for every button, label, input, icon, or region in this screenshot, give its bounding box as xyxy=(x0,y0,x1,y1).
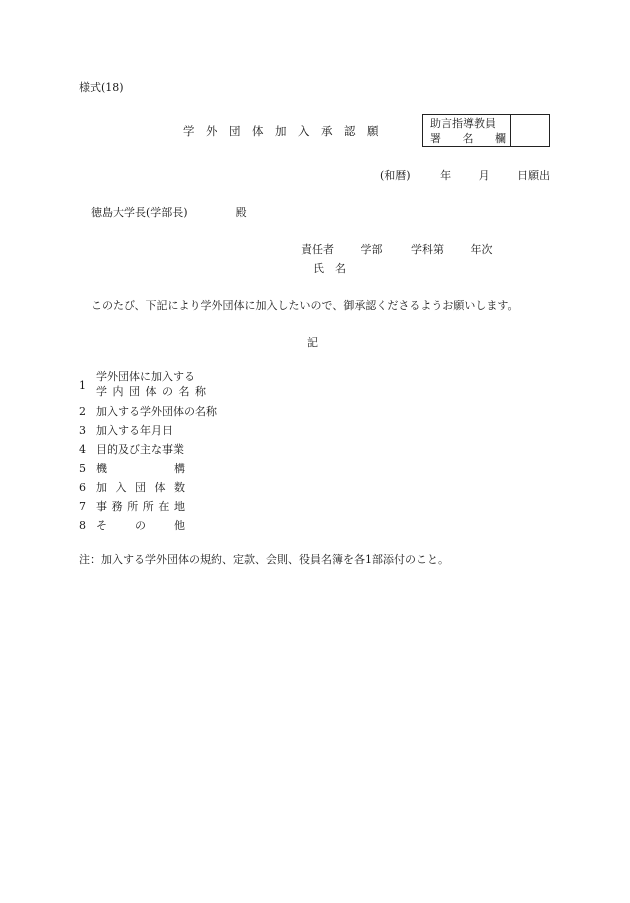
responsible-name-label: 氏 名 xyxy=(313,262,346,275)
title-char: 願 xyxy=(367,124,379,138)
item-number: 2 xyxy=(79,405,86,418)
item-number: 8 xyxy=(79,519,86,532)
label-char: 内 xyxy=(112,385,124,398)
date-line xyxy=(380,169,550,182)
date-year: 年 xyxy=(440,169,452,182)
item-number: 4 xyxy=(79,443,86,456)
advisor-label-char: 名 xyxy=(462,132,474,145)
advisor-label-char: 署 xyxy=(430,132,441,145)
item-number: 6 xyxy=(79,481,86,494)
item-number: 3 xyxy=(79,424,86,437)
label-char: 加 xyxy=(96,481,107,494)
item-label xyxy=(96,481,185,494)
label-char: 称 xyxy=(195,385,206,398)
label-char: そ xyxy=(96,519,107,532)
label-char: 他 xyxy=(174,519,185,532)
date-day: 日願出 xyxy=(517,169,551,182)
label-char: 所 xyxy=(142,500,154,513)
date-month: 月 xyxy=(478,169,490,182)
responsible-label: 責任者 xyxy=(301,243,334,256)
title-char: 体 xyxy=(252,124,264,138)
responsible-department: 学科第 xyxy=(411,243,444,256)
addressee-honorific: 殿 xyxy=(235,206,247,219)
responsible-person-line xyxy=(301,243,493,256)
advisor-signature-label xyxy=(423,115,511,146)
label-char: 団 xyxy=(129,385,140,398)
title-char: 承 xyxy=(321,124,333,138)
date-era: (和暦) xyxy=(380,169,411,182)
item-label: 学外団体に加入する xyxy=(96,370,195,383)
form-number: 様式(18) xyxy=(79,81,124,94)
addressee-name: 徳島大学長(学部長) xyxy=(91,206,188,219)
item-label: 目的及び主な事業 xyxy=(96,443,184,456)
item-number: 5 xyxy=(79,462,86,475)
advisor-label-line1: 助言指導教員 xyxy=(430,117,496,130)
title-char: 学 xyxy=(183,124,195,138)
label-char: 入 xyxy=(115,481,127,494)
advisor-label-char: 欄 xyxy=(495,132,506,145)
label-char: の xyxy=(135,519,146,532)
label-char: 学 xyxy=(96,385,107,398)
label-char: 団 xyxy=(135,481,146,494)
title-char: 加 xyxy=(275,124,287,138)
advisor-signature-field[interactable] xyxy=(511,115,549,146)
label-char: 事 xyxy=(96,500,107,513)
request-body-text: このたび、下記により学外団体に加入したいので、御承認くださるようお願いします。 xyxy=(91,299,519,312)
advisor-label-line2 xyxy=(430,132,506,145)
title-char: 入 xyxy=(298,124,310,138)
item-label xyxy=(96,385,206,398)
item-number: 1 xyxy=(79,379,86,392)
item-label xyxy=(96,462,185,475)
title-char: 団 xyxy=(229,124,241,138)
title-char: 認 xyxy=(344,124,356,138)
addressee xyxy=(91,206,247,219)
label-char: 体 xyxy=(145,385,157,398)
ki-heading: 記 xyxy=(307,336,318,349)
advisor-signature-box xyxy=(422,114,550,147)
item-label: 加入する年月日 xyxy=(96,424,173,437)
item-number: 7 xyxy=(79,500,86,513)
label-char: 数 xyxy=(174,481,185,494)
label-char: 在 xyxy=(158,500,170,513)
label-char: 機 xyxy=(96,462,107,475)
item-label xyxy=(96,500,185,513)
item-label: 加入する学外団体の名称 xyxy=(96,405,217,418)
label-char: の xyxy=(162,385,173,398)
document-title xyxy=(183,125,390,139)
label-char: 体 xyxy=(154,481,166,494)
label-char: 名 xyxy=(178,385,190,398)
label-char: 所 xyxy=(127,500,139,513)
label-char: 構 xyxy=(174,462,185,475)
responsible-year: 年次 xyxy=(470,243,493,256)
attachment-note: 注：加入する学外団体の規約、定款、会則、役員名簿を各1部添付のこと。 xyxy=(79,553,449,566)
item-label xyxy=(96,519,185,532)
responsible-faculty: 学部 xyxy=(360,243,383,256)
label-char: 務 xyxy=(111,500,123,513)
label-char: 地 xyxy=(173,500,185,513)
title-char: 外 xyxy=(206,124,218,138)
